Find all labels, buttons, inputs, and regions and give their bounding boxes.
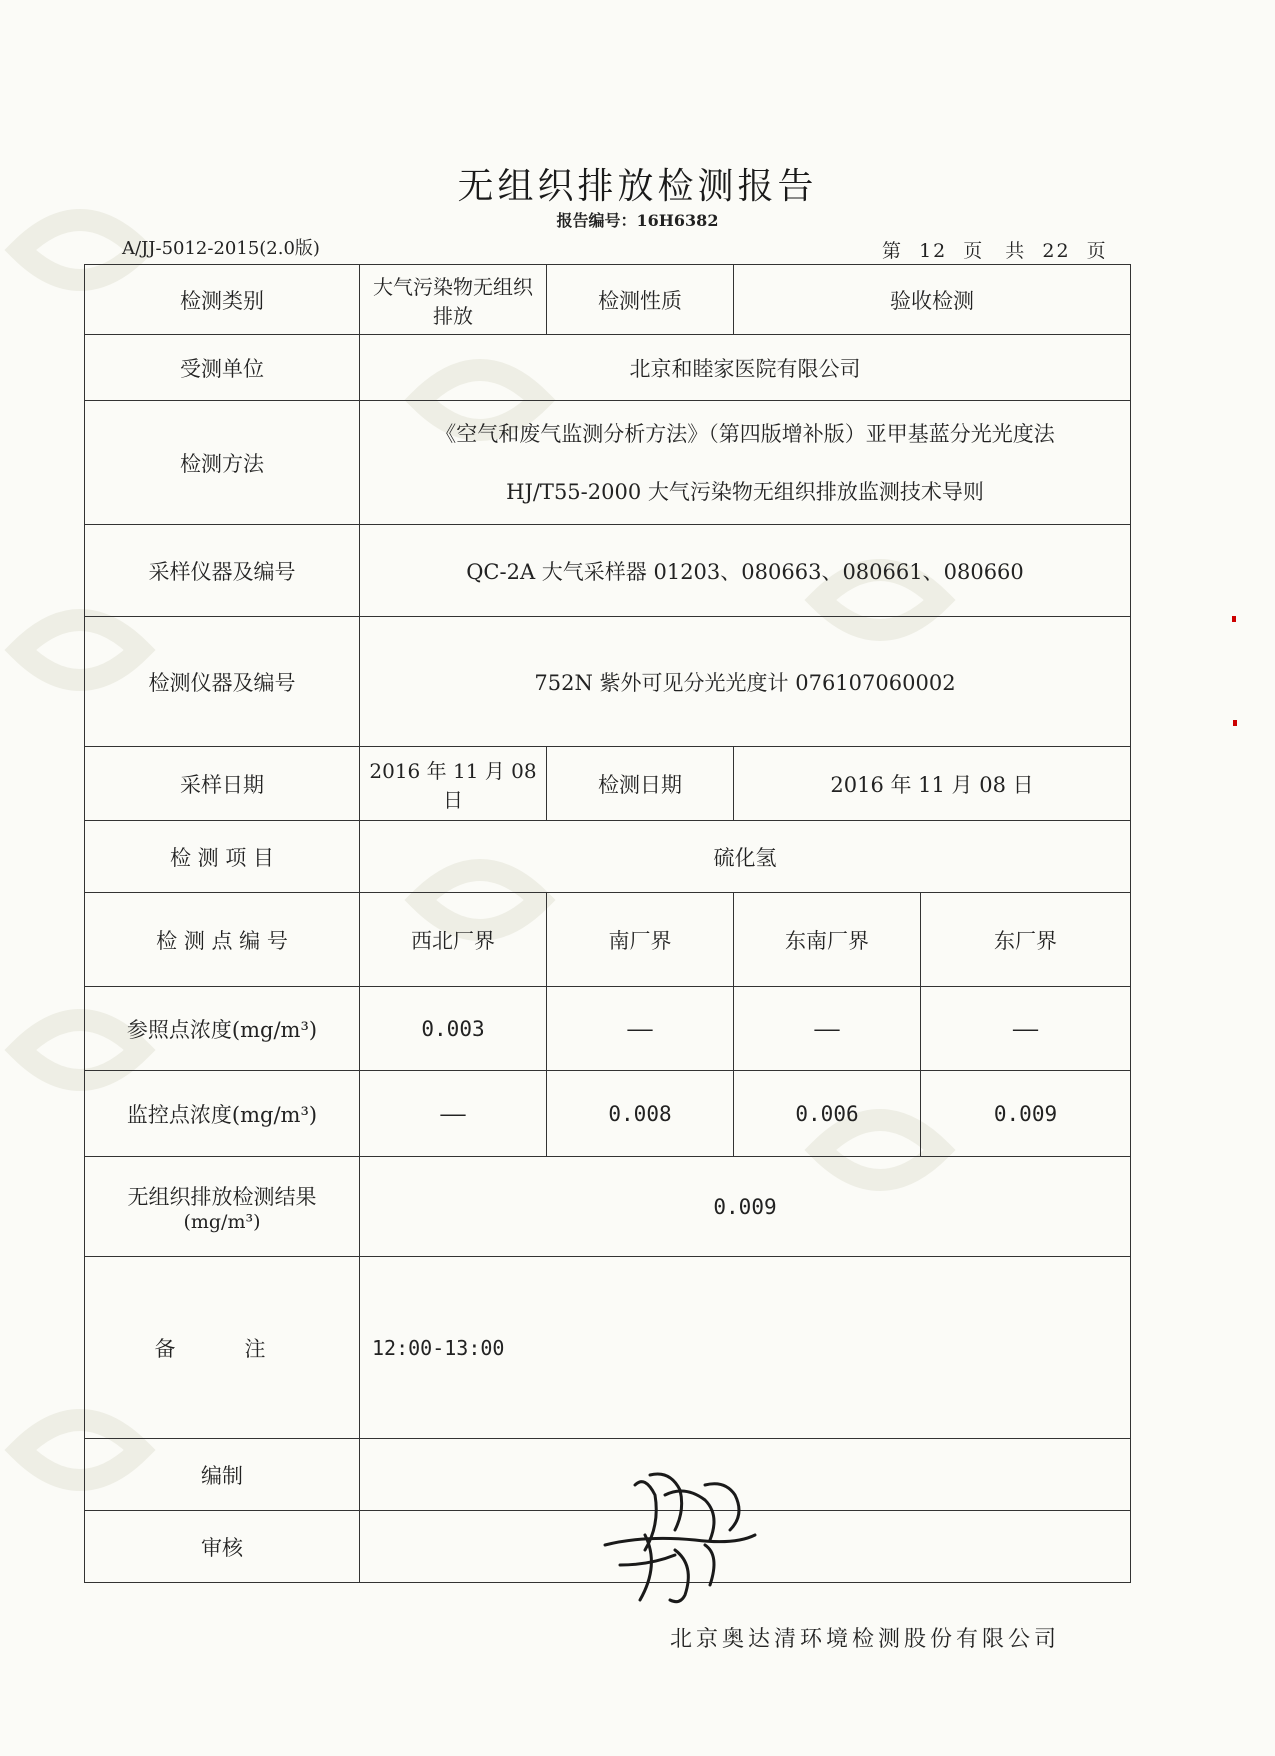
table-row <box>85 525 1131 617</box>
testing-date-label: 检测日期 <box>547 747 734 821</box>
result-label <box>85 1157 360 1257</box>
sampler-label: 采样仪器及编号 <box>85 525 360 617</box>
monitor-label: 监控点浓度(mg/m³) <box>85 1071 360 1157</box>
method-value <box>360 401 1131 525</box>
category-value: 大气污染物无组织排放 <box>360 265 547 335</box>
report-table <box>84 264 1131 1583</box>
page-current: 12 <box>919 240 948 262</box>
method-line-2: HJ/T55-2000 大气污染物无组织排放监测技术导则 <box>506 479 984 504</box>
page-total: 22 <box>1042 240 1071 262</box>
result-label-line-2: (mg/m³) <box>183 1210 261 1233</box>
table-row <box>85 987 1131 1071</box>
table-row <box>85 401 1131 525</box>
page-label-pre: 第 <box>882 240 904 262</box>
red-mark <box>1232 616 1236 622</box>
sampler-value: QC-2A 大气采样器 01203、080663、080661、080660 <box>360 525 1131 617</box>
category-label: 检测类别 <box>85 265 360 335</box>
report-title: 无组织排放检测报告 <box>457 166 818 207</box>
unit-label: 受测单位 <box>85 335 360 401</box>
nature-value: 验收检测 <box>734 265 1131 335</box>
table-row <box>85 1157 1131 1257</box>
sampling-date-value: 2016 年 11 月 08 日 <box>360 747 547 821</box>
document-code: A/JJ-5012-2015(2.0版) <box>122 238 320 259</box>
monitor-value: 0.006 <box>734 1071 921 1157</box>
table-row <box>85 1071 1131 1157</box>
nature-label: 检测性质 <box>547 265 734 335</box>
table-row <box>85 1257 1131 1439</box>
testing-date-value: 2016 年 11 月 08 日 <box>734 747 1131 821</box>
monitor-value: —— <box>360 1071 547 1157</box>
handwritten-signature <box>595 1455 775 1615</box>
page-indicator <box>878 236 1112 263</box>
instrument-label: 检测仪器及编号 <box>85 617 360 747</box>
reference-value: —— <box>734 987 921 1071</box>
company-name: 北京奥达清环境检测股份有限公司 <box>670 1627 1061 1652</box>
table-row <box>85 265 1131 335</box>
table-row <box>85 821 1131 893</box>
page-label-post: 页 <box>1086 240 1108 262</box>
result-label-line-1: 无组织排放检测结果 <box>127 1184 317 1209</box>
method-line-1: 《空气和废气监测分析方法》（第四版增补版）亚甲基蓝分光光度法 <box>435 421 1055 446</box>
compiled-label: 编制 <box>85 1439 360 1511</box>
point-name: 东厂界 <box>921 893 1131 987</box>
method-label: 检测方法 <box>85 401 360 525</box>
table-row <box>85 893 1131 987</box>
red-mark <box>1233 720 1237 726</box>
result-value: 0.009 <box>360 1157 1131 1257</box>
report-number: 报告编号：16H6382 <box>556 211 719 230</box>
item-value: 硫化氢 <box>360 821 1131 893</box>
point-name: 南厂界 <box>547 893 734 987</box>
unit-value: 北京和睦家医院有限公司 <box>360 335 1131 401</box>
page-label-mid: 页 共 <box>963 240 1027 262</box>
instrument-value: 752N 紫外可见分光光度计 076107060002 <box>360 617 1131 747</box>
reference-label: 参照点浓度(mg/m³) <box>85 987 360 1071</box>
reviewed-label: 审核 <box>85 1511 360 1583</box>
remarks-value: 12:00-13:00 <box>360 1257 1131 1439</box>
reference-value: —— <box>547 987 734 1071</box>
point-name: 西北厂界 <box>360 893 547 987</box>
remarks-label: 备 注 <box>85 1257 360 1439</box>
reference-value: —— <box>921 987 1131 1071</box>
table-row <box>85 747 1131 821</box>
item-label: 检 测 项 目 <box>85 821 360 893</box>
table-row <box>85 335 1131 401</box>
points-label: 检 测 点 编 号 <box>85 893 360 987</box>
sampling-date-label: 采样日期 <box>85 747 360 821</box>
monitor-value: 0.008 <box>547 1071 734 1157</box>
table-row <box>85 617 1131 747</box>
reference-value: 0.003 <box>360 987 547 1071</box>
monitor-value: 0.009 <box>921 1071 1131 1157</box>
point-name: 东南厂界 <box>734 893 921 987</box>
